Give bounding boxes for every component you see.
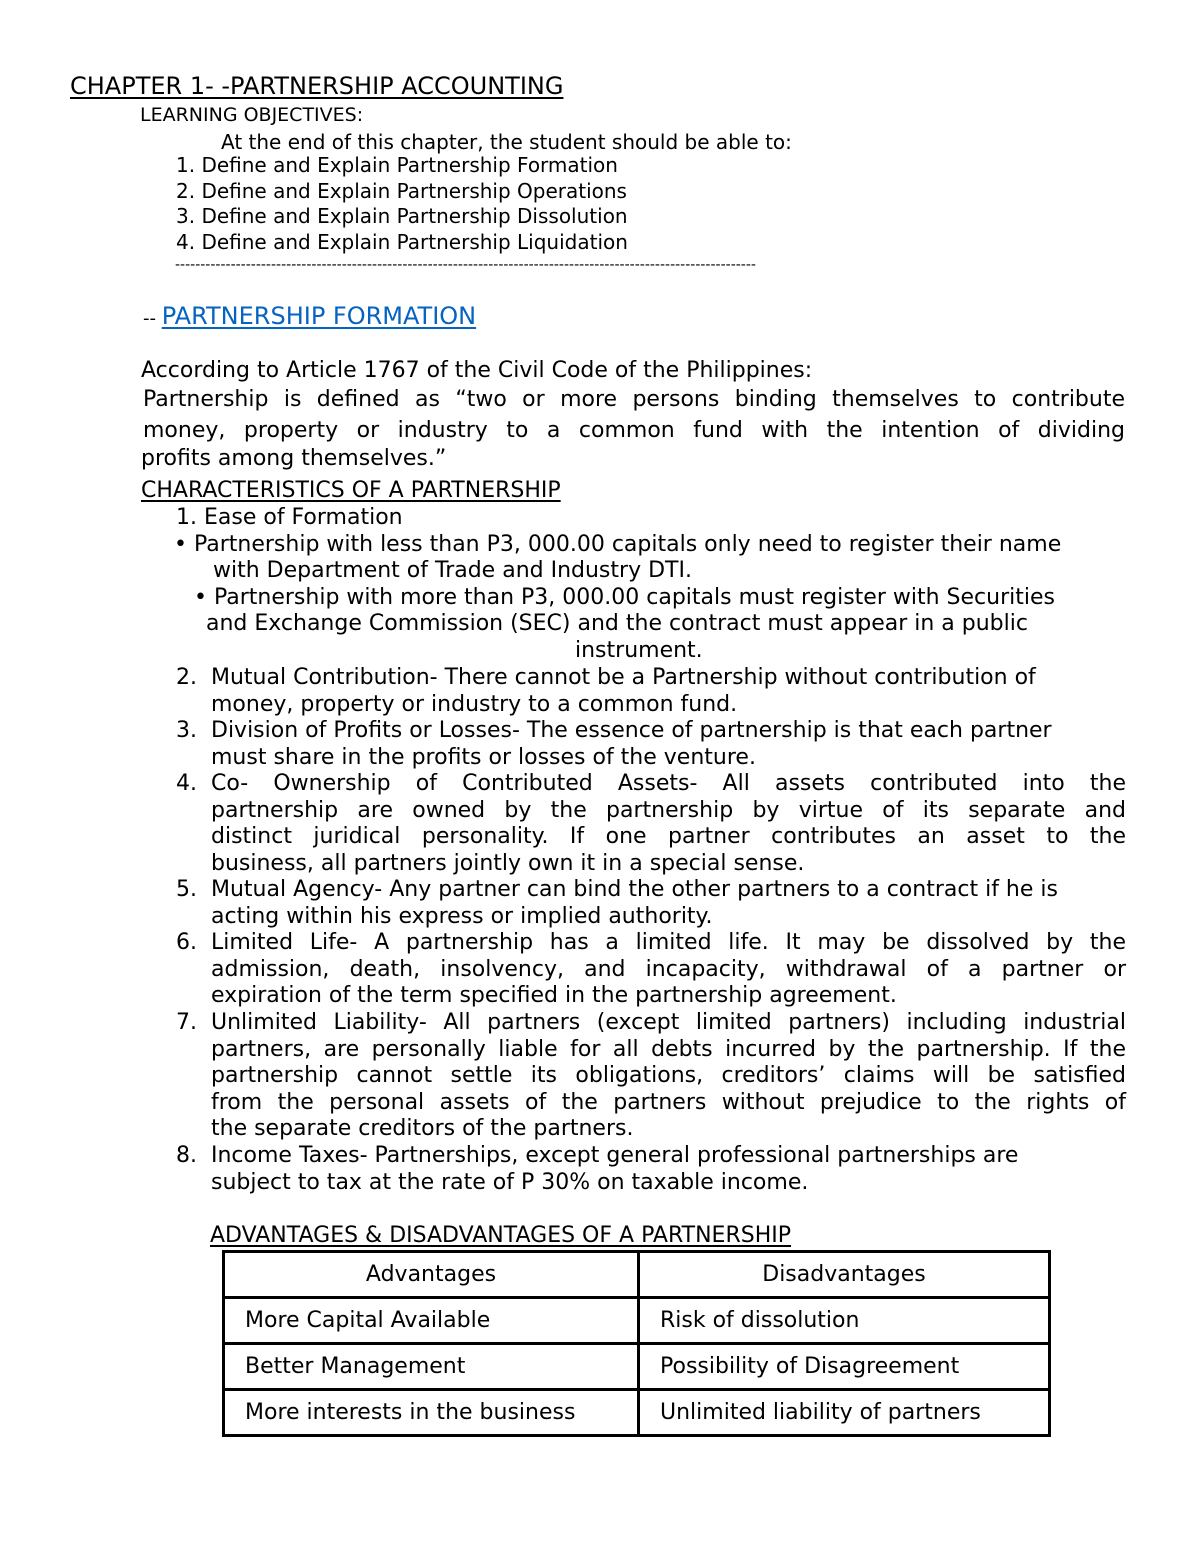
item-text — [176, 771, 1126, 877]
item-number: 4. — [176, 771, 197, 796]
ease-bullet: • Partnership with more than P3, 000.00 capitals must register with Securities — [194, 585, 1055, 610]
characteristic-item — [176, 665, 1126, 718]
item-number: 3. — [176, 718, 197, 743]
definition-line: money, property or industry to a common fund with the intention of dividing — [143, 418, 1125, 443]
item-line: Limited Life- A partnership has a limited life. It may be dissolved by the — [211, 930, 1126, 955]
header-disadvantages: Disadvantages — [639, 1252, 1050, 1298]
table-row — [224, 1390, 1050, 1436]
item-number: 7. — [176, 1010, 197, 1035]
divider-line: ------------------------------------------------------------------------------------------------------------------- — [175, 257, 756, 273]
ease-bullet-cont: and Exchange Commission (SEC) and the contract must appear in a public — [206, 611, 1028, 636]
item-line: must share in the profits or losses of the venture. — [211, 744, 756, 770]
item-line: business, all partners jointly own it in a special sense. — [211, 850, 805, 876]
characteristic-item — [176, 718, 1126, 771]
partnership-formation-link[interactable]: PARTNERSHIP FORMATION — [161, 302, 477, 330]
item-line: the separate creditors of the partners. — [211, 1116, 634, 1141]
table-cell: More Capital Available — [224, 1298, 639, 1344]
table-cell: Risk of dissolution — [639, 1298, 1050, 1344]
table-cell: Better Management — [224, 1344, 639, 1390]
item-number: 8. — [176, 1143, 197, 1168]
table-row — [224, 1344, 1050, 1390]
item-line: partnership cannot settle its obligations, creditors’ claims will be satisfied — [211, 1063, 1126, 1088]
item-line: partners, are personally liable for all debts incurred by the partnership. If the — [211, 1036, 1126, 1062]
table-row — [224, 1298, 1050, 1344]
characteristic-item — [176, 771, 1126, 877]
item-line: Unlimited Liability- All partners (except limited partners) including industrial — [211, 1010, 1126, 1035]
objective-item: 4. Define and Explain Partnership Liquidation — [176, 230, 628, 254]
objectives-intro: At the end of this chapter, the student should be able to: — [221, 130, 792, 154]
item-line: Division of Profits or Losses- The essence of partnership is that each partner — [211, 718, 1052, 743]
chapter-title: CHAPTER 1- -PARTNERSHIP ACCOUNTING — [70, 72, 564, 100]
ease-of-formation-title: 1. Ease of Formation — [176, 505, 403, 530]
item-text — [176, 930, 1126, 1010]
item-line: Mutual Contribution- There cannot be a Partnership without contribution of — [211, 665, 1036, 690]
characteristic-item — [176, 930, 1126, 1010]
characteristic-item — [176, 877, 1126, 930]
item-number: 2. — [176, 665, 197, 690]
item-line: admission, death, insolvency, and incapacity, withdrawal of a partner or — [211, 956, 1126, 982]
table-header-row — [224, 1252, 1050, 1298]
item-text — [176, 665, 1126, 718]
advantages-heading: ADVANTAGES & DISADVANTAGES OF A PARTNERSHIP — [210, 1223, 792, 1248]
item-text — [176, 1010, 1126, 1143]
item-line: subject to tax at the rate of P 30% on taxable income. — [211, 1169, 809, 1195]
item-line: expiration of the term specified in the partnership agreement. — [211, 983, 897, 1008]
item-line: Mutual Agency- Any partner can bind the other partners to a contract if he is — [211, 877, 1058, 902]
definition-source: According to Article 1767 of the Civil Code of the Philippines: — [141, 358, 813, 383]
objective-item: 2. Define and Explain Partnership Operations — [176, 179, 627, 203]
characteristics-heading: CHARACTERISTICS OF A PARTNERSHIP — [141, 478, 561, 503]
item-line: partnership are owned by the partnership by virtue of its separate and — [211, 797, 1126, 823]
ease-bullet: • Partnership with less than P3, 000.00 capitals only need to register their name — [174, 532, 1062, 557]
definition-line: Partnership is defined as “two or more persons binding themselves to contribute — [143, 387, 1125, 412]
table-cell: More interests in the business — [224, 1390, 639, 1436]
item-line: from the personal assets of the partners without prejudice to the rights of — [211, 1089, 1126, 1115]
table-cell: Possibility of Disagreement — [639, 1344, 1050, 1390]
characteristic-item — [176, 1143, 1126, 1196]
table-cell: Unlimited liability of partners — [639, 1390, 1050, 1436]
item-line: Income Taxes- Partnerships, except general professional partnerships are — [211, 1143, 1019, 1168]
item-number: 6. — [176, 930, 197, 955]
item-line: money, property or industry to a common fund. — [211, 691, 738, 717]
item-line: acting within his express or implied authority. — [211, 903, 713, 929]
definition-line-last: profits among themselves.” — [141, 446, 447, 471]
item-text — [176, 877, 1126, 930]
item-text — [176, 1143, 1126, 1196]
objective-item: 3. Define and Explain Partnership Dissolution — [176, 204, 628, 228]
objective-item: 1. Define and Explain Partnership Formation — [176, 153, 618, 177]
header-advantages: Advantages — [224, 1252, 639, 1298]
ease-bullet-cont: with Department of Trade and Industry DTI. — [213, 558, 692, 583]
item-line: Co- Ownership of Contributed Assets- All assets contributed into the — [211, 771, 1126, 796]
characteristic-item — [176, 1010, 1126, 1143]
item-number: 5. — [176, 877, 197, 902]
ease-bullet-cont: instrument. — [575, 638, 703, 663]
objectives-heading: LEARNING OBJECTIVES: — [140, 104, 364, 126]
item-text — [176, 718, 1126, 771]
item-line: distinct juridical personality. If one partner contributes an asset to the — [211, 824, 1126, 849]
advantages-table — [222, 1250, 1051, 1437]
section-lead: -- — [143, 308, 162, 329]
section-heading — [143, 302, 476, 330]
